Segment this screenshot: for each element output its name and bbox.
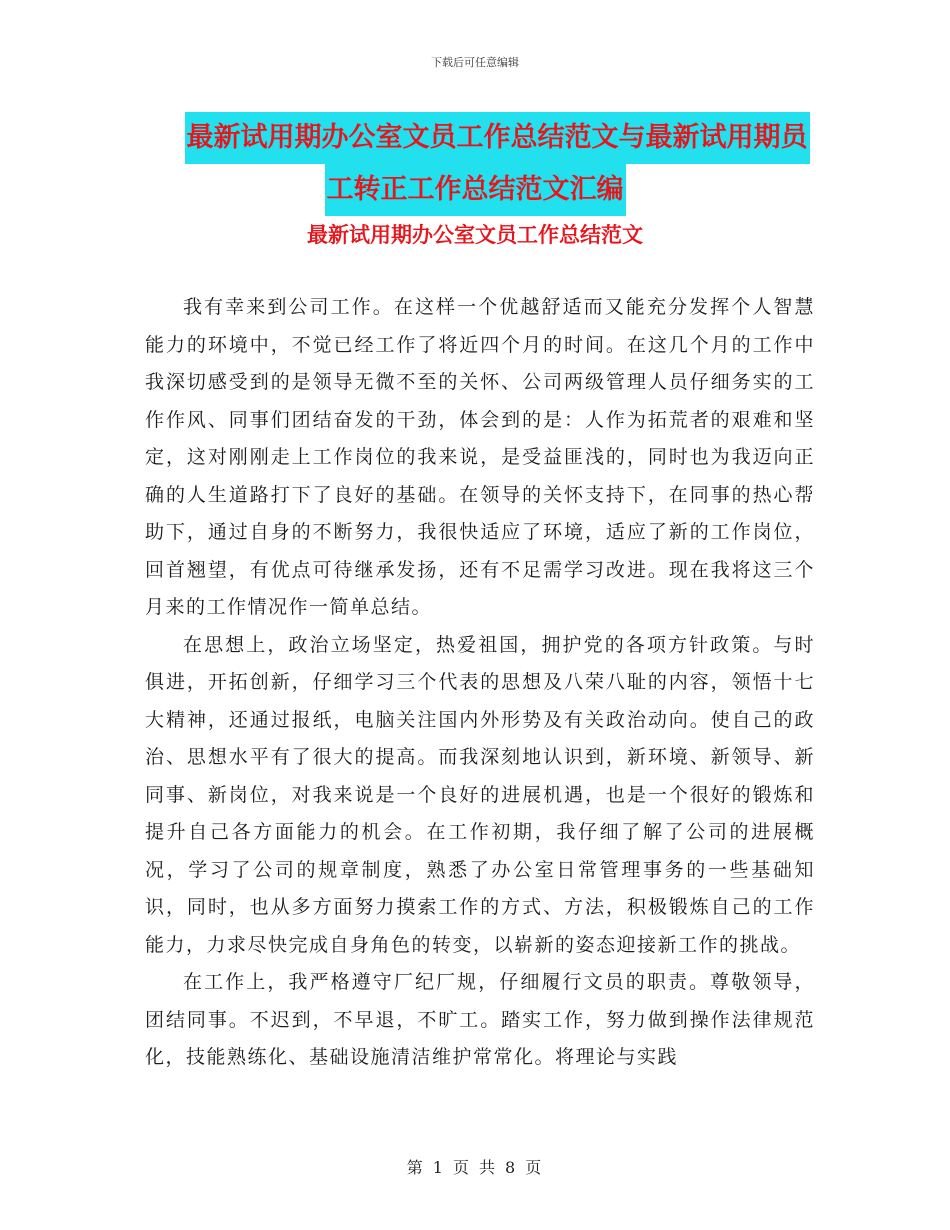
page-footer <box>0 1155 950 1178</box>
footer-prefix: 第 <box>406 1158 425 1177</box>
body-text <box>145 289 815 1077</box>
footer-page-word: 页 <box>452 1158 471 1177</box>
footer-suffix: 页 <box>525 1158 544 1177</box>
paragraph: 在思想上，政治立场坚定，热爱祖国，拥护党的各项方针政策。与时俱进，开拓创新，仔细学习三个代表的思想及八荣八耻的内容，领悟十七大精神，还通过报纸，电脑关注国内外形势及有关政治动向。使自己的政治、思想水平有了很大的提高。而我深刻地认识到，新环境、新领导、新同事、新岗位，对我来说是一个良好的进展机遇，也是一个很好的锻炼和提升自己各方面能力的机会。在工作初期，我仔细了解了公司的进展概况，学习了公司的规章制度，熟悉了办公室日常管理事务的一些基础知识，同时，也从多方面努力摸索工作的方式、方法，积极锻炼自己的工作能力，力求尽快完成自身角色的转变，以崭新的姿态迎接新工作的挑战。 <box>145 633 815 956</box>
document-title <box>0 112 950 216</box>
document-title-line-1: 最新试用期办公室文员工作总结范文与最新试用期员 <box>185 112 810 164</box>
footer-total-word: 共 <box>479 1158 498 1177</box>
total-pages-number: 8 <box>505 1158 518 1177</box>
header-note: 下载后可任意编辑 <box>431 56 519 69</box>
section-title: 最新试用期办公室文员工作总结范文 <box>307 223 643 247</box>
paragraph: 在工作上，我严格遵守厂纪厂规，仔细履行文员的职责。尊敬领导，团结同事。不迟到，不早退，不旷工。踏实工作，努力做到操作法律规范化，技能熟练化、基础设施清洁维护常常化。将理论与实践 <box>145 971 815 1068</box>
current-page-number: 1 <box>432 1158 445 1177</box>
paragraph: 我有幸来到公司工作。在这样一个优越舒适而又能充分发挥个人智慧能力的环境中，不觉已经工作了将近四个月的时间。在这几个月的工作中我深切感受到的是领导无微不至的关怀、公司两级管理人员仔细务实的工作作风、同事们团结奋发的干劲，体会到的是：人作为拓荒者的艰难和坚定，这对刚刚走上工作岗位的我来说，是受益匪浅的，同时也为我迈向正确的人生道路打下了良好的基础。在领导的关怀支持下，在同事的热心帮助下，通过自身的不断努力，我很快适应了环境，适应了新的工作岗位，回首翘望，有优点可待继承发扬，还有不足需学习改进。现在我将这三个月来的工作情况作一简单总结。 <box>145 296 815 618</box>
document-title-line-2: 工转正工作总结范文汇编 <box>325 164 626 216</box>
